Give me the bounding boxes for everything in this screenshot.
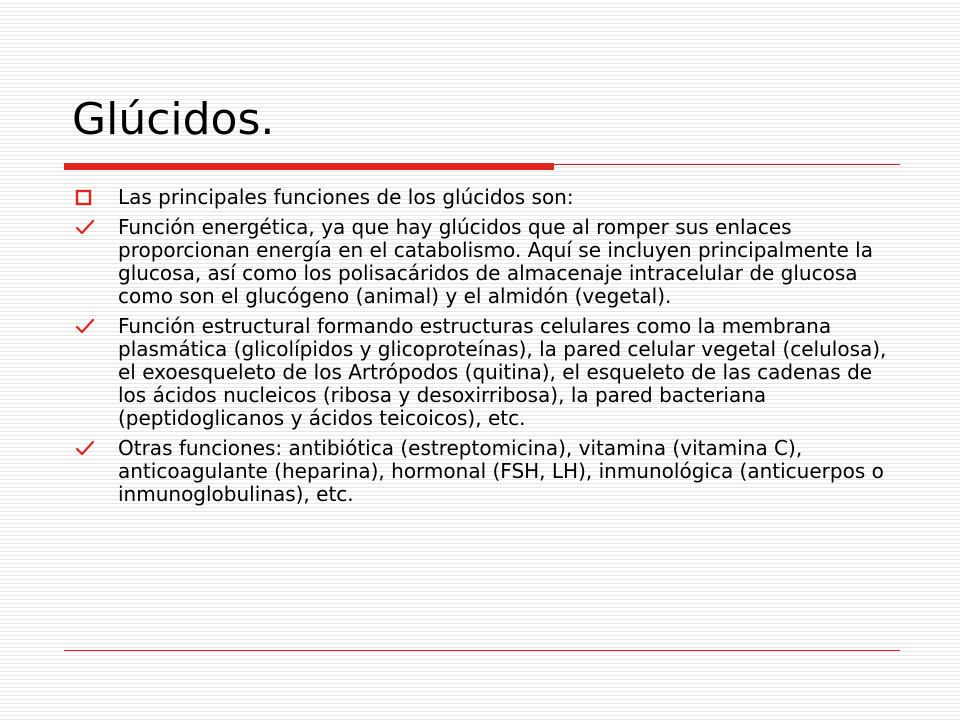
list-item-text: Otras funciones: antibiótica (estreptomicina), vitamina (vitamina C), anticoagulante (heparina), hormonal (FSH, LH), inmunológica (anticuerpos o inmunoglobulinas), etc. [118, 436, 884, 506]
bullet-list [72, 186, 892, 513]
list-item-text: Las principales funciones de los glúcidos son: [118, 185, 574, 209]
checkmark-icon [74, 437, 104, 460]
checkmark-icon [74, 315, 104, 338]
list-item [72, 437, 892, 506]
list-item-text: Función energética, ya que hay glúcidos que al romper sus enlaces proporcionan energía en el catabolismo. Aquí se incluyen principalmente la glucosa, así como los polisacáridos de almacenaje intracelular de glucosa como son el glucógeno (animal) y el almidón (vegetal). [118, 215, 873, 308]
title-accent-line [554, 164, 900, 165]
footer-line [64, 650, 900, 651]
list-item [72, 315, 892, 430]
square-bullet-icon [74, 186, 104, 209]
list-item [72, 216, 892, 308]
title-accent-bar [64, 163, 554, 170]
list-item [72, 186, 892, 209]
checkmark-icon [74, 216, 104, 239]
slide-title: Glúcidos. [72, 94, 275, 145]
list-item-text: Función estructural formando estructuras celulares como la membrana plasmática (glicolípidos y glicoproteínas), la pared celular vegetal (celulosa), el exoesqueleto de los Artrópodos (quitina), el esqueleto de las cadenas de los ácidos nucleicos (ribosa y desoxirribosa), la pared bacteriana (peptidoglicanos y ácidos teicoicos), etc. [118, 314, 887, 430]
